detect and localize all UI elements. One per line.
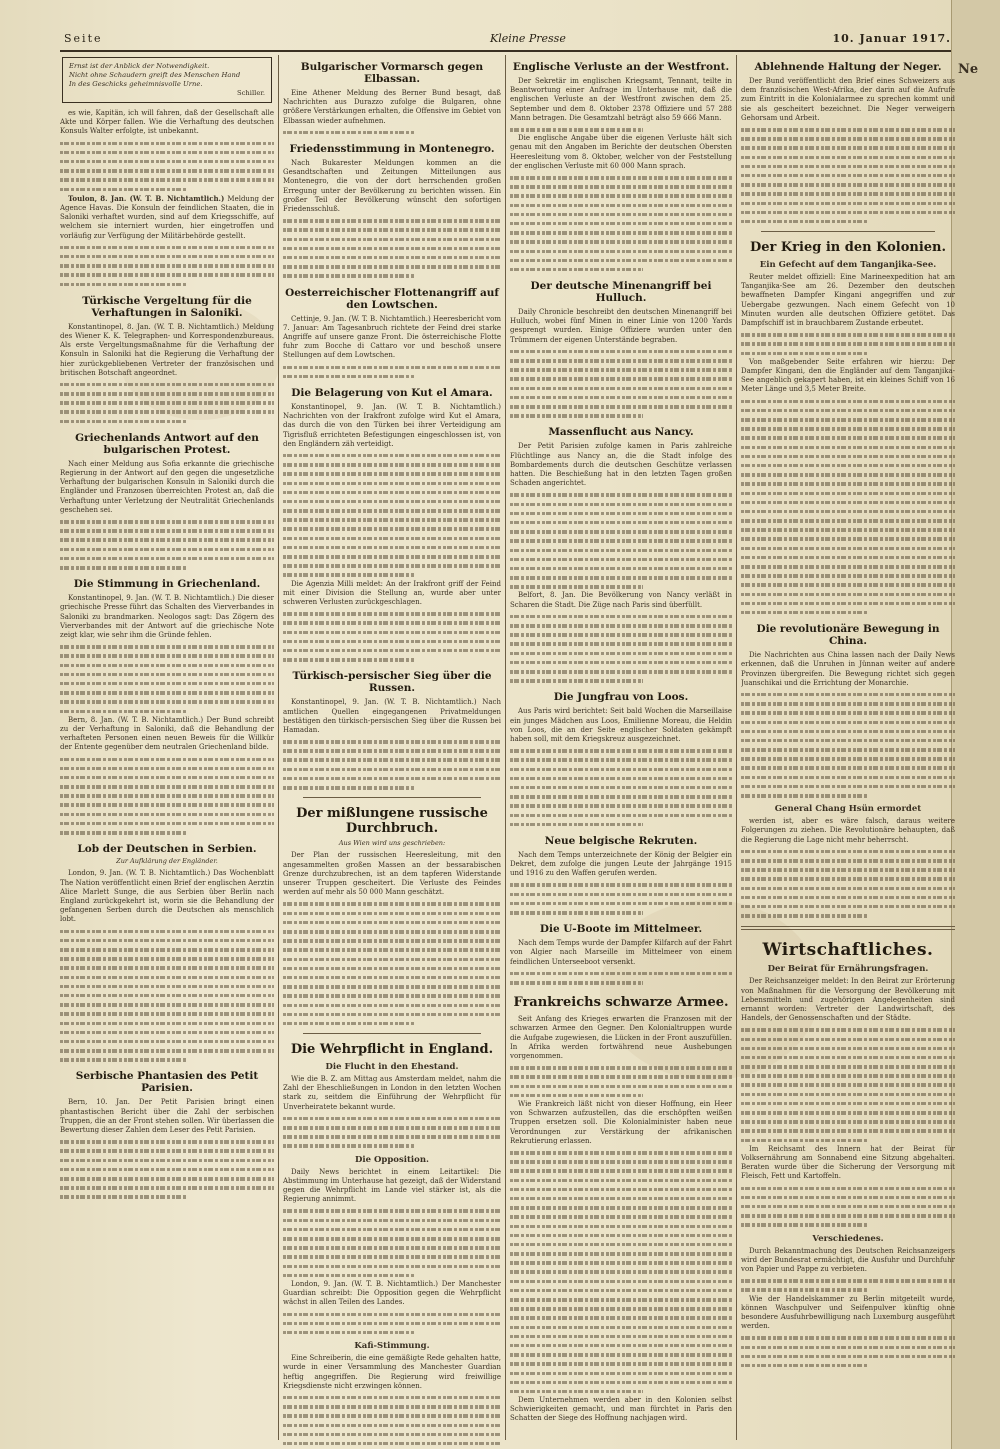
headline: Griechenlands Antwort auf den bulgarischen Protest. (75, 431, 259, 456)
headline: Die revolutionäre Bewegung in China. (756, 623, 940, 648)
adjacent-page-edge (951, 0, 1000, 1449)
article-paragraph: London, 9. Jan. (W. T. B. Nichtamtlich.) Der Manchester Guardian schreibt: Die Opposition gegen die Wehrpflicht wächst in allen Teilen des Landes. (283, 1279, 501, 1307)
article-paragraph: Aus Paris wird berichtet: Seit bald Wochen die Marseillaise ein junges Mädchen aus Loos, Emilienne Moreau, die Heldin von Loos, die an der Seite englischer Soldaten gekämpft haben soll, mit dem Kriegskreuz ausgezeichnet. (510, 707, 732, 743)
section-divider (741, 926, 955, 930)
headline: Der mißlungene russische Durchbruch. (296, 806, 488, 837)
article-paragraph: Der Reichsanzeiger meldet: In den Beirat zur Erörterung von Maßnahmen für die Versorgung der Bevölkerung mit Lebensmitteln und zugehörigen Angelegenheiten sind ernannt worden: Vertreter der Landwirtschaft, des Handels, der Genossenschaften und der Städte. (741, 977, 955, 1023)
headline: Englische Verluste an der Westfront. (512, 61, 730, 73)
article-paragraph: Der Plan der russischen Heeresleitung, mit den angesammelten großen Massen an der bessarabischen Grenze durchzubrechen, ist an dem tapferen Widerstande unserer Truppen gescheitert. Die Verluste des Feindes werden auf mehr als 50 000 Mann geschätzt. (283, 851, 501, 897)
headline: Die U-Boote im Mittelmeer. (539, 923, 703, 936)
column-rule (505, 55, 506, 1440)
article-paragraph: Der Bund veröffentlicht den Brief eines Schweizers aus dem französischen West-Afrika, der darin auf die Aufrufe zum Eintritt in die Kolonialarmee zu sprechen kommt und sie als gescheitert bezeichnet. Die Neger verweigern Gehorsam und Arbeit. (741, 77, 955, 122)
article-paragraph: Bern, 8. Jan. (W. T. B. Nichtamtlich.) Der Bund schreibt zu der Verhaftung in Saloniki, daß die Behandlung der verhafteten Personen einen neuen Beweis für die Willkür der Entente gegenüber dem neutralen Griechenland bilde. (60, 715, 274, 752)
divider (303, 1033, 481, 1034)
subheadline: Die Opposition. (355, 1154, 429, 1165)
headline-subtitle: Zur Aufklärung der Engländer. (116, 857, 218, 866)
headline: Die Stimmung in Griechenland. (73, 578, 261, 591)
subheadline: General Chang Hsün ermordet (774, 804, 922, 815)
article-paragraph: Im Reichsamt des Innern hat der Beirat für Volksernährung am Sonnabend eine Sitzung abgehalten. Beraten wurde über die Sicherung der Versorgung mit Fleisch, Fett und Kartoffeln. (741, 1144, 955, 1181)
masthead-date: 10. Januar 1917. (832, 32, 951, 45)
poem-box (62, 57, 272, 103)
subheadline: Die Flucht in den Ehestand. (325, 1062, 459, 1073)
subheadline: Ein Gefecht auf dem Tanganjika-See. (759, 260, 937, 271)
poem-line: In des Geschicks geheimnisvolle Urne. (69, 80, 203, 88)
headline: Der deutsche Minenangriff bei Hulluch. (530, 280, 712, 305)
article-paragraph: werden ist, aber es wäre falsch, daraus weitere Folgerungen zu ziehen. Die Revolutionäre behaupten, daß die Regierung die Lage nicht mehr beherrscht. (741, 817, 955, 844)
article-paragraph: Dem Unternehmen werden aber in den Kolonien selbst Schwierigkeiten gemacht, und man fürchtet in Paris den Schatten der Siege des Hoffnung nachjagen wird. (510, 1396, 732, 1423)
column-rule (278, 55, 279, 1440)
column-4 (741, 55, 955, 1445)
headline: Die Wehrpflicht in England. (290, 1042, 494, 1058)
article-paragraph: Eine Schreiberin, die eine gemäßigte Rede gehalten hatte, wurde in einer Versammlung des Manchester Guardian heftig angegriffen. Die Regierung wird freiwillige Kriegsdienste nicht erzwingen können. (283, 1354, 501, 1390)
article-paragraph: Daily News berichtet in einem Leitartikel: Die Abstimmung im Unterhause hat gezeigt, daß der Widerstand gegen die Wehrpflicht im Lande viel stärker ist, als die Regierung annimmt. (283, 1167, 501, 1204)
article-paragraph: Die Agenzia Milli meldet: An der Irakfront griff der Feind mit einer Division die Stellung an, wurde aber unter schweren Verlusten zurückgeschlagen. (283, 579, 501, 606)
divider (761, 231, 935, 232)
headline: Ablehnende Haltung der Neger. (754, 61, 942, 73)
headline: Türkische Vergeltung für die Verhaftungen in Saloniki. (82, 294, 252, 319)
headline: Friedensstimmung in Montenegro. (289, 143, 495, 155)
adjacent-page-fragment: Ne (958, 62, 979, 77)
poem-line: Ernst ist der Anblick der Notwendigkeit. (69, 62, 210, 70)
article-paragraph: Nach dem Temps wurde der Dampfer Kilfarch auf der Fahrt von Algier nach Marseille im Mittelmeer von einem feindlichen Unterseeboot versenkt. (510, 939, 732, 966)
article-paragraph: Die Nachrichten aus China lassen nach der Daily News erkennen, daß die Unruhen in Jünnan weiter auf andere Provinzen übergreifen. Die Bewegung richtet sich gegen Juanschikai und die Errichtung der Monarchie. (741, 651, 955, 687)
headline: Lob der Deutschen in Serbien. (77, 843, 257, 856)
article-paragraph: Wie Frankreich läßt nicht von dieser Hoffnung, ein Heer von Schwarzen aufzustellen, das die erschöpften weißen Truppen ersetzen soll. Die Kolonialminister haben neue Verordnungen zur Verstärkung der afrikanischen Rekrutierung erlassen. (510, 1099, 732, 1145)
dateline: Toulon, 8. Jan. (W. T. B. Nichtamtlich.) (68, 193, 225, 203)
article-paragraph: Reuter meldet offiziell: Eine Marineexpedition hat am Tanganjika-See am 26. Dezember den deutschen bewaffneten Dampfer Kingani angegriffen und zur Uebergabe gezwungen. Nach einem Gefecht von 10 Minuten wurden alle deutschen Offiziere getötet. Das Dampfschiff ist in brauchbarem Zustande erbeutet. (741, 273, 955, 328)
article-paragraph: Von maßgebender Seite erfahren wir hierzu: Der Dampfer Kingani, den die Engländer auf dem Tanganjika-See angeblich gekapert haben, ist ein kleines Schiff von 16 Meter Länge und 3,5 Meter Breite. (741, 357, 955, 394)
article-paragraph: Wie die B. Z. am Mittag aus Amsterdam meldet, nahm die Zahl der Eheschließungen in London in den letzten Wochen stark zu, seitdem die Einführung der Wehrpflicht für Unverheiratete bekannt wurde. (283, 1075, 501, 1111)
article-paragraph: Cettinje, 9. Jan. (W. T. B. Nichtamtlich.) Heeresbericht vom 7. Januar: Am Tagesanbruch richtete der Feind drei starke Angriffe auf unsere ganze Front. Die österreichische Flotte fuhr zum Bocche di Cattaro vor und beschoß unsere Stellungen auf dem Lowtschen. (283, 314, 501, 360)
article-paragraph: Konstantinopel, 8. Jan. (W. T. B. Nichtamtlich.) Meldung des Wiener K. K. Telegraphen- und Korrespondenzbureaus. Als erste Vergeltungsmaßnahme für die Verhaftung der Konsuln in Saloniki hat die Regierung die Verhaftung der hier zurückgebliebenen Vertreter der französischen und britischen Botschaft angeordnet. (60, 322, 274, 377)
divider (303, 797, 481, 798)
article-paragraph: Wie der Handelskammer zu Berlin mitgeteilt wurde, können Waschpulver und Seifenpulver künftig ohne besondere Ausfuhrbewilligung nach Luxemburg ausgeführt werden. (741, 1294, 955, 1331)
article-paragraph: es wie, Kapitän, ich will fahren, daß der Gesellschaft alle Akte und Körper fallen. Wie die Verhaftung des deutschen Konsuls Walter erfolgte, ist unbekannt. (60, 109, 274, 136)
masthead (60, 28, 955, 52)
article-paragraph: Der Sekretär im englischen Kriegsamt, Tennant, teilte in Beantwortung einer Anfrage im Unterhause mit, daß die englischen Verluste an der Westfront zwischen dem 25. September und dem 8. Oktober 2378 Offiziere und 57 288 Mann betragen. Die Gesamtzahl beträgt also 59 666 Mann. (510, 77, 732, 122)
headline-subtitle: Aus Wien wird uns geschrieben: (338, 839, 446, 848)
subheadline: Kafi-Stimmung. (354, 1341, 430, 1352)
article-paragraph: Daily Chronicle beschreibt den deutschen Minenangriff bei Hulluch, wobei fünf Minen in einer Linie von 1200 Yards gesprengt wurden. Einige Offiziere wurden unter den Trümmern der eigenen Unterstände begraben. (510, 308, 732, 344)
masthead-title: Kleine Presse (490, 32, 566, 45)
subheadline: Der Beirat für Ernährungsfragen. (767, 964, 929, 975)
article-dateline (60, 194, 274, 241)
article-paragraph: Meldung der Agence Havas. Die Konsuln der feindlichen Staaten, die in Saloniki verhaftet wurden, sind auf dem Kriegsschiffe, auf welchem sie interniert wurden, hier eingetroffen und vorläufig zur Verfügung der Militärbehörde gestellt. (60, 194, 274, 240)
article-paragraph: Nach einer Meldung aus Sofia erkannte die griechische Regierung in der Antwort auf den gegen die ungesetzliche Verhaftung der bulgarischen Konsuln in Saloniki durch die Engländer und Franzosen überreichten Protest an, daß die Verhaftung unter Verletzung der Neutralität Griechenlands geschehen sei. (60, 459, 274, 514)
article-paragraph: Die englische Angabe über die eigenen Verluste hält sich genau mit den Angaben im Berichte der deutschen Obersten Heeresleitung vom 8. Oktober, welcher von der Feststellung der englischen Verluste mit 60 000 Mann sprach. (510, 134, 732, 170)
headline: Neue belgische Rekruten. (544, 834, 698, 847)
headline: Die Jungfrau von Loos. (553, 691, 689, 704)
column-3 (510, 55, 732, 1445)
poem-author: Schiller. (236, 89, 265, 97)
article-paragraph: Durch Bekanntmachung des Deutschen Reichsanzeigers wird der Bundesrat ermächtigt, die Ausfuhr und Durchfuhr von Papier und Pappe zu verbieten. (741, 1246, 955, 1273)
headline: Die Belagerung von Kut el Amara. (291, 386, 493, 399)
headline: Der Krieg in den Kolonien. (749, 240, 947, 256)
article-paragraph: Bern, 10. Jan. Der Petit Parisien bringt einen phantastischen Bericht über die Zahl der serbischen Truppen, die an der Front stehen sollen. Wir überlassen die Bewertung dieser Zahlen dem Leser des Petit Parisien. (60, 1098, 274, 1135)
article-paragraph: Belfort, 8. Jan. Die Bevölkerung von Nancy verläßt in Scharen die Stadt. Die Züge nach Paris sind überfüllt. (510, 591, 732, 609)
headline: Frankreichs schwarze Armee. (513, 995, 729, 1011)
column-2 (283, 55, 501, 1445)
headline: Serbische Phantasien des Petit Parisien. (75, 1070, 259, 1095)
article-paragraph: London, 9. Jan. (W. T. B. Nichtamtlich.) Das Wochenblatt The Nation veröffentlicht einen Brief der englischen Aerztin Alice Marlett Sunge, die aus Serbien über Berlin nach England zurückgekehrt ist, worin sie die Behandlung der gefangenen Serben durch die Deutschen als menschlich lobt. (60, 869, 274, 924)
article-paragraph: Eine Athener Meldung des Berner Bund besagt, daß Nachrichten aus Durazzo zufolge die Bulgaren, ohne größere Verstärkungen erhalten, die Offensive im Gebiet von Elbassan wieder aufnehmen. (283, 89, 501, 125)
subheadline: Verschiedenes. (812, 1233, 884, 1244)
article-paragraph: Seit Anfang des Krieges erwarten die Franzosen mit der schwarzen Armee den Gegner. Den Kolonialtruppen wurde die Aufgabe zugewiesen, die Lücken in der Front auszufüllen. In Afrika werden fortwährend neue Aushebungen vorgenommen. (510, 1015, 732, 1061)
section-title: Wirtschaftliches. (762, 940, 934, 961)
masthead-page-label: Seite (64, 32, 103, 45)
headline: Oesterreichischer Flottenangriff auf den Lowtschen. (285, 286, 499, 311)
poem-line: Nicht ohne Schaudern greift des Menschen Hand (69, 71, 241, 79)
article-paragraph: Konstantinopel, 9. Jan. (W. T. B. Nichtamtlich.) Nachrichten von der Irakfront zufolge wird Kut el Amara, das durch die von den Türken bei ihrer Verteidigung am Tigrisfluß errichteten Befestigungen eingeschlossen ist, von den Engländern zäh verteidigt. (283, 402, 501, 448)
article-paragraph: Konstantinopel, 9. Jan. (W. T. B. Nichtamtlich.) Die dieser griechische Presse führt das Schalten des Vierverbandes in Saloniki zu brandmarken. Neologos sagt: Das Zögern des Vierverbandes mit der Antwort auf die griechische Note zeigt klar, wie sehr ihm die Gründe fehlen. (60, 594, 274, 639)
article-paragraph: Konstantinopel, 9. Jan. (W. T. B. Nichtamtlich.) Nach amtlichen Quellen eingegangenen Privatmeldungen bestätigen den türkisch-persischen Sieg über die Russen bei Hamadan. (283, 698, 501, 734)
column-1 (60, 55, 274, 1445)
headline: Massenflucht aus Nancy. (548, 426, 694, 439)
article-paragraph: Nach Bukarester Meldungen kommen an die Gesandtschaften und Zeitungen Mitteilungen aus Montenegro, die von der dort herrschenden großen Erregung unter der Bevölkerung zu berichten wissen. Ein großer Teil der Bevölkerung wünscht den sofortigen Friedensschluß. (283, 159, 501, 214)
column-rule (736, 55, 737, 1440)
article-paragraph: Nach dem Temps unterzeichnete der König der Belgier ein Dekret, dem zufolge die jungen Leute der Jahrgänge 1915 und 1916 zu den Waffen gerufen werden. (510, 850, 732, 878)
headline: Bulgarischer Vormarsch gegen Elbassan. (300, 61, 484, 85)
article-paragraph: Der Petit Parisien zufolge kamen in Paris zahlreiche Flüchtlinge aus Nancy an, die die Stadt infolge des Bombardements durch die deutschen Geschütze verlassen hatten. Die Beschießung hat in den letzten Tagen großen Schaden angerichtet. (510, 442, 732, 488)
headline: Türkisch-persischer Sieg über die Russen. (292, 670, 492, 695)
